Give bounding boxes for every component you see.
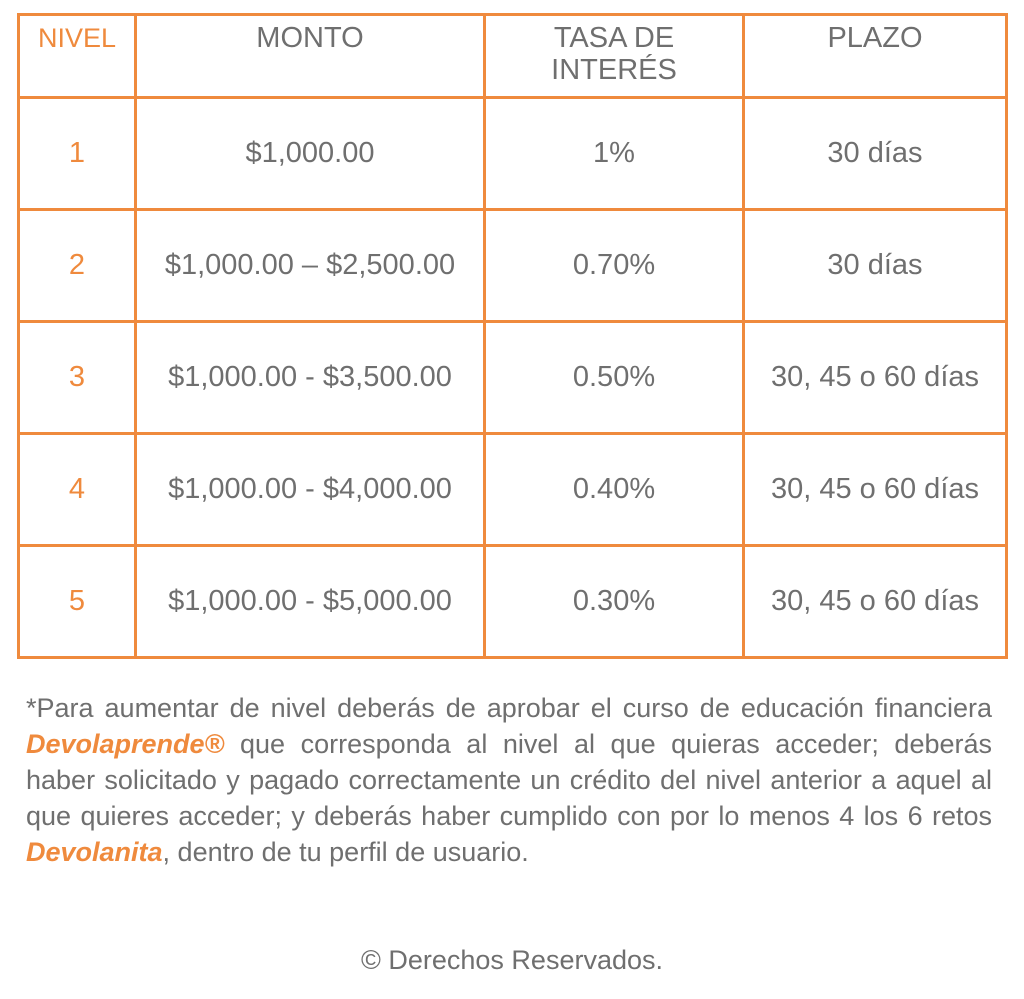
table-header — [19, 15, 1007, 98]
cell-monto: $1,000.00 - $4,000.00 — [136, 434, 485, 546]
cell-nivel: 2 — [19, 210, 136, 322]
cell-tasa: 0.70% — [485, 210, 744, 322]
footnote-text-part3: , dentro de tu perfil de usuario. — [162, 837, 529, 867]
header-tasa-line1: TASA DE — [553, 22, 675, 54]
cell-nivel: 1 — [19, 98, 136, 210]
cell-tasa: 1% — [485, 98, 744, 210]
cell-plazo: 30 días — [744, 98, 1007, 210]
levels-table — [17, 13, 1008, 659]
cell-nivel: 4 — [19, 434, 136, 546]
table-row — [19, 98, 1007, 210]
brand-devolaprende: Devolaprende® — [26, 729, 225, 759]
cell-tasa: 0.30% — [485, 546, 744, 658]
cell-monto: $1,000.00 - $5,000.00 — [136, 546, 485, 658]
table-row — [19, 434, 1007, 546]
header-monto: MONTO — [136, 15, 485, 98]
header-tasa-line2: INTERÉS — [551, 54, 677, 86]
table-row — [19, 210, 1007, 322]
levels-table-container — [17, 13, 1005, 651]
cell-plazo: 30, 45 o 60 días — [744, 322, 1007, 434]
table-body — [19, 98, 1007, 658]
header-row — [19, 15, 1007, 98]
cell-nivel: 5 — [19, 546, 136, 658]
table-row — [19, 322, 1007, 434]
footnote — [26, 690, 992, 870]
cell-plazo: 30 días — [744, 210, 1007, 322]
cell-plazo: 30, 45 o 60 días — [744, 434, 1007, 546]
footnote-text-part1: *Para aumentar de nivel deberás de aprobar el curso de educación financiera — [26, 693, 992, 723]
cell-monto: $1,000.00 - $3,500.00 — [136, 322, 485, 434]
cell-monto: $1,000.00 – $2,500.00 — [136, 210, 485, 322]
cell-tasa: 0.50% — [485, 322, 744, 434]
cell-monto: $1,000.00 — [136, 98, 485, 210]
cell-tasa: 0.40% — [485, 434, 744, 546]
header-plazo: PLAZO — [744, 15, 1007, 98]
brand-devolanita: Devolanita — [26, 837, 163, 867]
table-row — [19, 546, 1007, 658]
copyright-notice: © Derechos Reservados. — [360, 945, 664, 975]
cell-nivel: 3 — [19, 322, 136, 434]
header-tasa — [485, 15, 744, 98]
cell-plazo: 30, 45 o 60 días — [744, 546, 1007, 658]
header-nivel: NIVEL — [19, 15, 136, 98]
footnote-text-part2: que corresponda al nivel al que quieras acceder; deberás haber solicitado y pagado correctamente un crédito del nivel anterior a aquel al que quieres acceder; y deberás haber cumplido con por lo menos 4 los 6 retos — [26, 729, 992, 831]
